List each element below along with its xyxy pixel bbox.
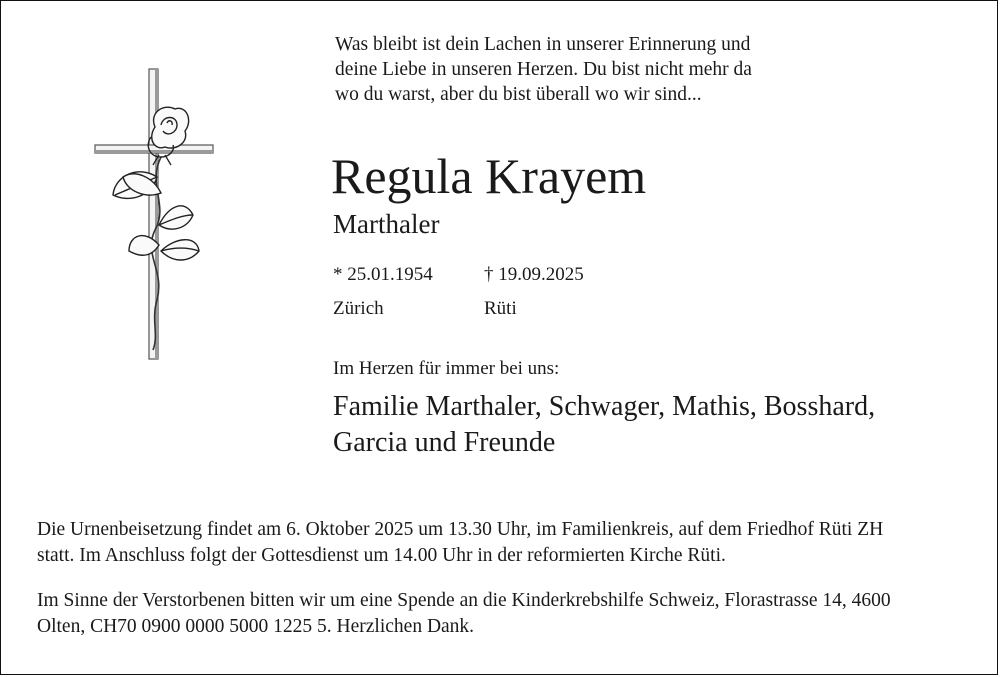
donation-line: Olten, CH70 0900 0000 5000 1225 5. Herzlichen Dank.	[37, 616, 475, 637]
donation-line: Im Sinne der Verstorbenen bitten wir um eine Spende an die Kinderkrebshilfe Schweiz, Florastrasse 14, 4600	[37, 590, 891, 611]
mourners-line: Garcia und Freunde	[333, 427, 556, 458]
cross-with-rose-icon	[89, 65, 219, 365]
quote	[335, 32, 752, 107]
death-date: † 19.09.2025	[484, 264, 584, 285]
ceremony-line: statt. Im Anschluss folgt der Gottesdienst um 14.00 Uhr in der reformierten Kirche Rüti.	[37, 545, 726, 566]
birth-date: * 25.01.1954	[333, 264, 433, 285]
ceremony-notice	[37, 517, 883, 569]
maiden-name: Marthaler	[333, 209, 440, 239]
mourners-list	[333, 389, 875, 461]
mourners-line: Familie Marthaler, Schwager, Mathis, Bosshard,	[333, 391, 876, 422]
death-place: Rüti	[484, 298, 517, 319]
deceased-name: Regula Krayem	[331, 148, 647, 204]
mourners-intro: Im Herzen für immer bei uns:	[333, 358, 560, 379]
quote-line: deine Liebe in unseren Herzen. Du bist nicht mehr da	[335, 59, 752, 80]
ceremony-line: Die Urnenbeisetzung findet am 6. Oktober 2025 um 13.30 Uhr, im Familienkreis, auf dem Friedhof Rüti ZH	[37, 519, 884, 540]
birth-place: Zürich	[333, 298, 384, 319]
quote-line: wo du warst, aber du bist überall wo wir sind...	[335, 84, 702, 105]
donation-notice	[37, 588, 891, 640]
quote-line: Was bleibt ist dein Lachen in unserer Erinnerung und	[335, 34, 751, 55]
